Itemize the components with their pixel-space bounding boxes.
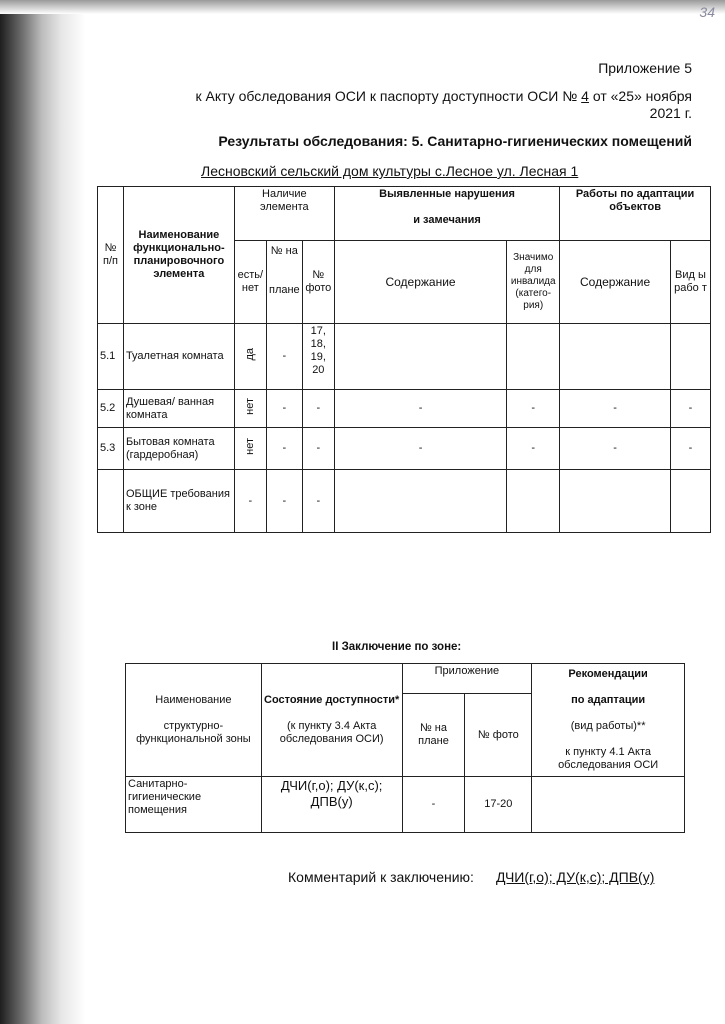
row-exists: [234, 428, 266, 470]
row-num: 5.2: [98, 390, 124, 428]
row-plan: -: [266, 428, 302, 470]
row-plan: -: [266, 390, 302, 428]
row-exists: [234, 324, 266, 390]
header-recommendations: [532, 664, 685, 777]
header-appendix: Приложение: [402, 664, 532, 694]
header-content-2: Содержание: [560, 241, 671, 324]
header-zone-name-2: структурно-функциональной зоны: [136, 720, 251, 745]
row-num: 5.1: [98, 324, 124, 390]
row-work: -: [670, 390, 710, 428]
object-name: Лесновский сельский дом культуры с.Лесное ул. Лесная 1: [201, 163, 579, 179]
comment-value: ДЧИ(г,о); ДУ(к,с); ДПВ(у): [495, 869, 655, 885]
header-significance: Значимо для инвалида (катего-рия): [507, 241, 560, 324]
row-num: [98, 470, 124, 533]
row-element-name: Туалетная комната: [123, 324, 234, 390]
row-content: -: [334, 390, 506, 428]
header-on-plan: № на плане: [402, 694, 465, 777]
page-number: 34: [699, 4, 715, 20]
table-row: [98, 390, 711, 428]
header-zone-name-1: Наименование: [155, 694, 232, 706]
act-subtitle: [152, 88, 692, 122]
row-significance: -: [507, 390, 560, 428]
row-exists: [234, 390, 266, 428]
row-exists-text: нет: [243, 398, 256, 415]
header-state: [261, 664, 402, 777]
subtitle-mid: от «25» ноября: [588, 88, 692, 104]
header-rec-2: по адаптации: [571, 694, 646, 706]
header-rec-1: Рекомендации: [568, 668, 648, 680]
subtitle-pre: к Акту обследования ОСИ к паспорту доступности ОСИ №: [195, 88, 582, 104]
row-significance: -: [507, 428, 560, 470]
row-significance: [507, 470, 560, 533]
header-rec-3: (вид работы)**: [570, 720, 646, 732]
row-significance: [507, 324, 560, 390]
row-plan: -: [402, 777, 465, 833]
survey-table: [97, 186, 711, 533]
header-work-types: Вид ы рабо т: [670, 241, 710, 324]
header-rec-4: к пункту 4.1 Акта обследования ОСИ: [558, 746, 659, 771]
row-content-2: -: [560, 390, 671, 428]
results-title: Результаты обследования: 5. Санитарно-гигиенических помещений: [218, 133, 692, 149]
row-photo: -: [302, 428, 334, 470]
table-row: [98, 470, 711, 533]
appendix-label: Приложение 5: [598, 60, 692, 76]
row-element-name: Бытовая комната (гардеробная): [123, 428, 234, 470]
header-exists: есть/ нет: [234, 241, 266, 324]
row-state: ДЧИ(г,о); ДУ(к,с); ДПВ(у): [261, 777, 402, 833]
row-zone-name: Санитарно-гигиенические помещения: [126, 777, 262, 833]
row-photo: -: [302, 390, 334, 428]
header-element-name: Наименование функционально-планировочного элемента: [123, 187, 234, 324]
row-element-name: ОБЩИЕ требования к зоне: [123, 470, 234, 533]
comment-label: Комментарий к заключению:: [288, 869, 474, 885]
header-state-2: (к пункту 3.4 Акта обследования ОСИ): [279, 720, 384, 745]
header-violations: [334, 187, 559, 241]
row-content-2: [560, 324, 671, 390]
header-on-plan-2: плане: [268, 284, 300, 296]
row-photo: -: [302, 470, 334, 533]
zone-conclusion-title: II Заключение по зоне:: [332, 641, 462, 653]
header-state-1: Состояние доступности*: [264, 694, 400, 706]
row-element-name: Душевая/ ванная комната: [123, 390, 234, 428]
row-plan: -: [266, 470, 302, 533]
conclusion-comment: [288, 869, 660, 885]
row-recommendations: [532, 777, 685, 833]
row-content: [334, 470, 506, 533]
row-content: -: [334, 428, 506, 470]
zone-conclusion-table: [125, 663, 685, 833]
row-work: -: [670, 428, 710, 470]
table-row: [98, 324, 711, 390]
row-photo: 17, 18, 19, 20: [302, 324, 334, 390]
header-zone-name: [126, 664, 262, 777]
header-on-plan-1: № на: [270, 245, 298, 257]
header-photo: № фото: [465, 694, 532, 777]
header-num: № п/п: [98, 187, 124, 324]
row-work: [670, 470, 710, 533]
header-violations-2: и замечания: [413, 214, 481, 226]
header-photo: № фото: [302, 241, 334, 324]
scan-shadow: [0, 0, 86, 1024]
row-content-2: -: [560, 428, 671, 470]
header-presence: Наличие элемента: [234, 187, 334, 241]
row-photo: 17-20: [465, 777, 532, 833]
header-works: Работы по адаптации объектов: [560, 187, 711, 241]
row-exists: -: [234, 470, 266, 533]
row-content-2: [560, 470, 671, 533]
header-content: Содержание: [334, 241, 506, 324]
header-on-plan: [266, 241, 302, 324]
row-exists-text: да: [243, 348, 256, 361]
row-work: [670, 324, 710, 390]
act-number: 4: [581, 88, 589, 104]
scan-shadow-top: [0, 0, 725, 14]
table-row: [98, 428, 711, 470]
row-content: [334, 324, 506, 390]
row-plan: -: [266, 324, 302, 390]
row-num: 5.3: [98, 428, 124, 470]
row-exists-text: нет: [243, 438, 256, 455]
table-row: [126, 777, 685, 833]
subtitle-year: 2021 г.: [649, 105, 692, 121]
header-violations-1: Выявленные нарушения: [379, 188, 515, 200]
